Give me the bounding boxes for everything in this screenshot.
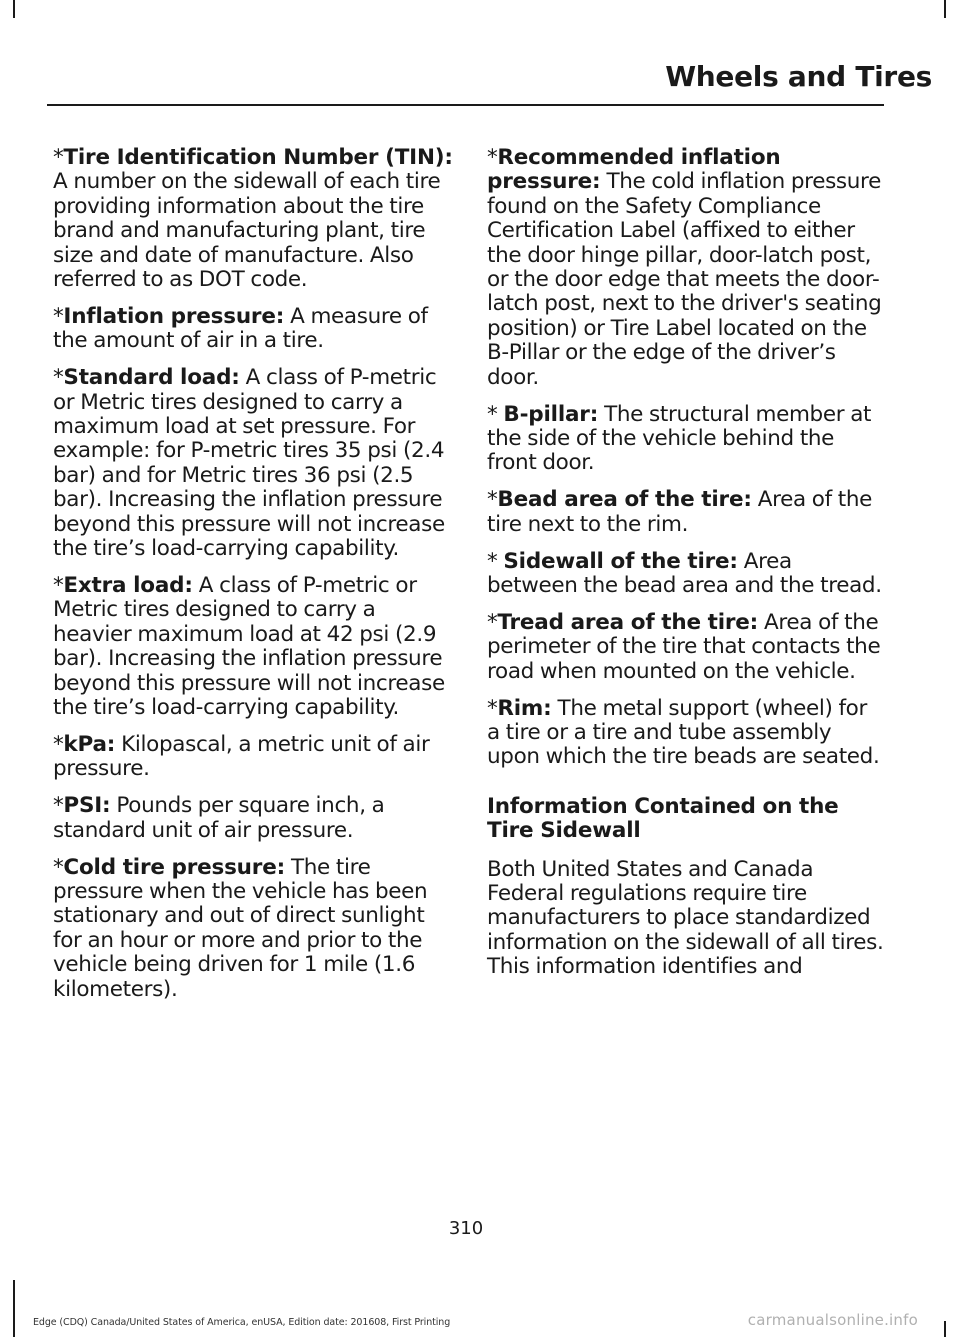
entry-term: Sidewall of the tire: <box>503 548 738 574</box>
glossary-entry-tin <box>53 146 453 292</box>
entry-definition: A class of P-metric or Metric tires designed to carry a maximum load at set pressure. For example: for P-metric tires 35 psi (2.4 bar) and for Metric tires 36 psi (2.5 bar). Increasing the inflation pressure beyond this pressure will not increase the tire’s load-carrying capability. <box>53 365 445 562</box>
entry-marker: * <box>53 145 64 170</box>
entry-definition: A class of P-metric or Metric tires designed to carry a heavier maximum load at 42 psi (2.9 bar). Increasing the inflation pressure beyond this pressure will not increase the tire’s load-carrying capability. <box>53 573 445 721</box>
glossary-entry-tread-area <box>487 611 885 684</box>
entry-marker: * <box>53 793 64 819</box>
header-divider <box>47 104 884 106</box>
watermark-logo: carmanualsonline.info <box>747 1311 918 1329</box>
glossary-entry-recommended-inflation-pressure <box>487 146 885 390</box>
entry-marker: * <box>53 303 64 329</box>
page-header-title: Wheels and Tires <box>665 60 932 93</box>
page-number: 310 <box>448 1218 484 1239</box>
entry-definition: A measure of the amount of air in a tire. <box>53 303 428 354</box>
entry-definition: Kilopascal, a metric unit of air pressure. <box>53 731 430 782</box>
entry-marker: * <box>53 365 64 391</box>
entry-term: Inflation pressure: <box>63 303 285 329</box>
glossary-entry-cold-tire-pressure <box>53 856 453 1002</box>
glossary-entry-standard-load <box>53 366 453 561</box>
section-paragraph: Both United States and Canada Federal regulations require tire manufacturers to place standardized information on the sidewall of all tires. This information identifies and <box>487 856 884 980</box>
crop-mark-top-left <box>13 0 15 18</box>
entry-marker: * <box>487 548 504 574</box>
entry-definition: The cold inflation pressure found on the Safety Compliance Certification Label (affixed to either the door hinge pillar, door-latch post, or the door edge that meets the door-latch post, next to the driver's seating position) or Tire Label located on the B-Pillar or the edge of the driver’s door. <box>487 169 882 390</box>
entry-definition: Area between the bead area and the tread. <box>487 548 882 598</box>
glossary-entry-b-pillar <box>487 403 885 476</box>
glossary-entry-sidewall <box>487 550 885 599</box>
crop-mark-bottom-left <box>13 1280 15 1337</box>
right-column <box>487 146 885 980</box>
entry-marker: * <box>487 145 498 170</box>
entry-term: kPa: <box>63 731 116 757</box>
crop-mark-bottom-right <box>944 1321 946 1337</box>
entry-definition: Area of the tire next to the rim. <box>487 487 873 537</box>
footer-edition-text: Edge (CDQ) Canada/United States of America, enUSA, Edition date: 201608, First Printing <box>33 1317 451 1328</box>
entry-term: PSI: <box>63 793 111 819</box>
entry-marker: * <box>53 573 64 598</box>
entry-term: Cold tire pressure: <box>63 854 285 880</box>
glossary-entry-psi <box>53 794 453 843</box>
section-heading: Information Contained on the Tire Sidewall <box>487 793 839 844</box>
entry-term: Tread area of the tire: <box>497 609 759 635</box>
crop-mark-top-right <box>944 0 946 18</box>
entry-term: Tire Identification Number (TIN): <box>63 145 453 170</box>
left-column <box>53 146 453 1015</box>
entry-term: Extra load: <box>63 573 193 598</box>
glossary-entry-rim <box>487 697 885 770</box>
glossary-entry-extra-load <box>53 574 453 720</box>
entry-definition: A number on the sidewall of each tire providing information about the tire brand and manufacturing plant, tire size and date of manufacture. Also referred to as DOT code. <box>53 169 441 293</box>
entry-definition: Pounds per square inch, a standard unit of air pressure. <box>53 793 385 843</box>
entry-marker: * <box>53 731 64 757</box>
entry-term: Bead area of the tire: <box>497 487 752 513</box>
entry-marker: * <box>487 695 498 721</box>
entry-definition: The metal support (wheel) for a tire or a tire and tube assembly upon which the tire beads are seated. <box>487 695 880 770</box>
glossary-entry-inflation-pressure <box>53 305 453 354</box>
entry-term: Standard load: <box>63 365 240 391</box>
entry-term: B-pillar: <box>503 401 599 427</box>
entry-marker: * <box>487 401 504 427</box>
entry-definition: The tire pressure when the vehicle has been stationary and out of direct sunlight for an hour or more and prior to the vehicle being driven for 1 mile (1.6 kilometers). <box>53 854 428 1002</box>
entry-definition: Area of the perimeter of the tire that contacts the road when mounted on the vehicle. <box>487 609 881 684</box>
entry-term: Rim: <box>497 695 552 721</box>
glossary-entry-kpa <box>53 733 453 782</box>
entry-marker: * <box>487 609 498 635</box>
glossary-entry-bead-area <box>487 488 885 537</box>
entry-term: Recommended inflation pressure: <box>487 145 781 195</box>
entry-marker: * <box>487 487 498 513</box>
entry-marker: * <box>53 854 64 880</box>
entry-definition: The structural member at the side of the vehicle behind the front door. <box>487 401 872 476</box>
